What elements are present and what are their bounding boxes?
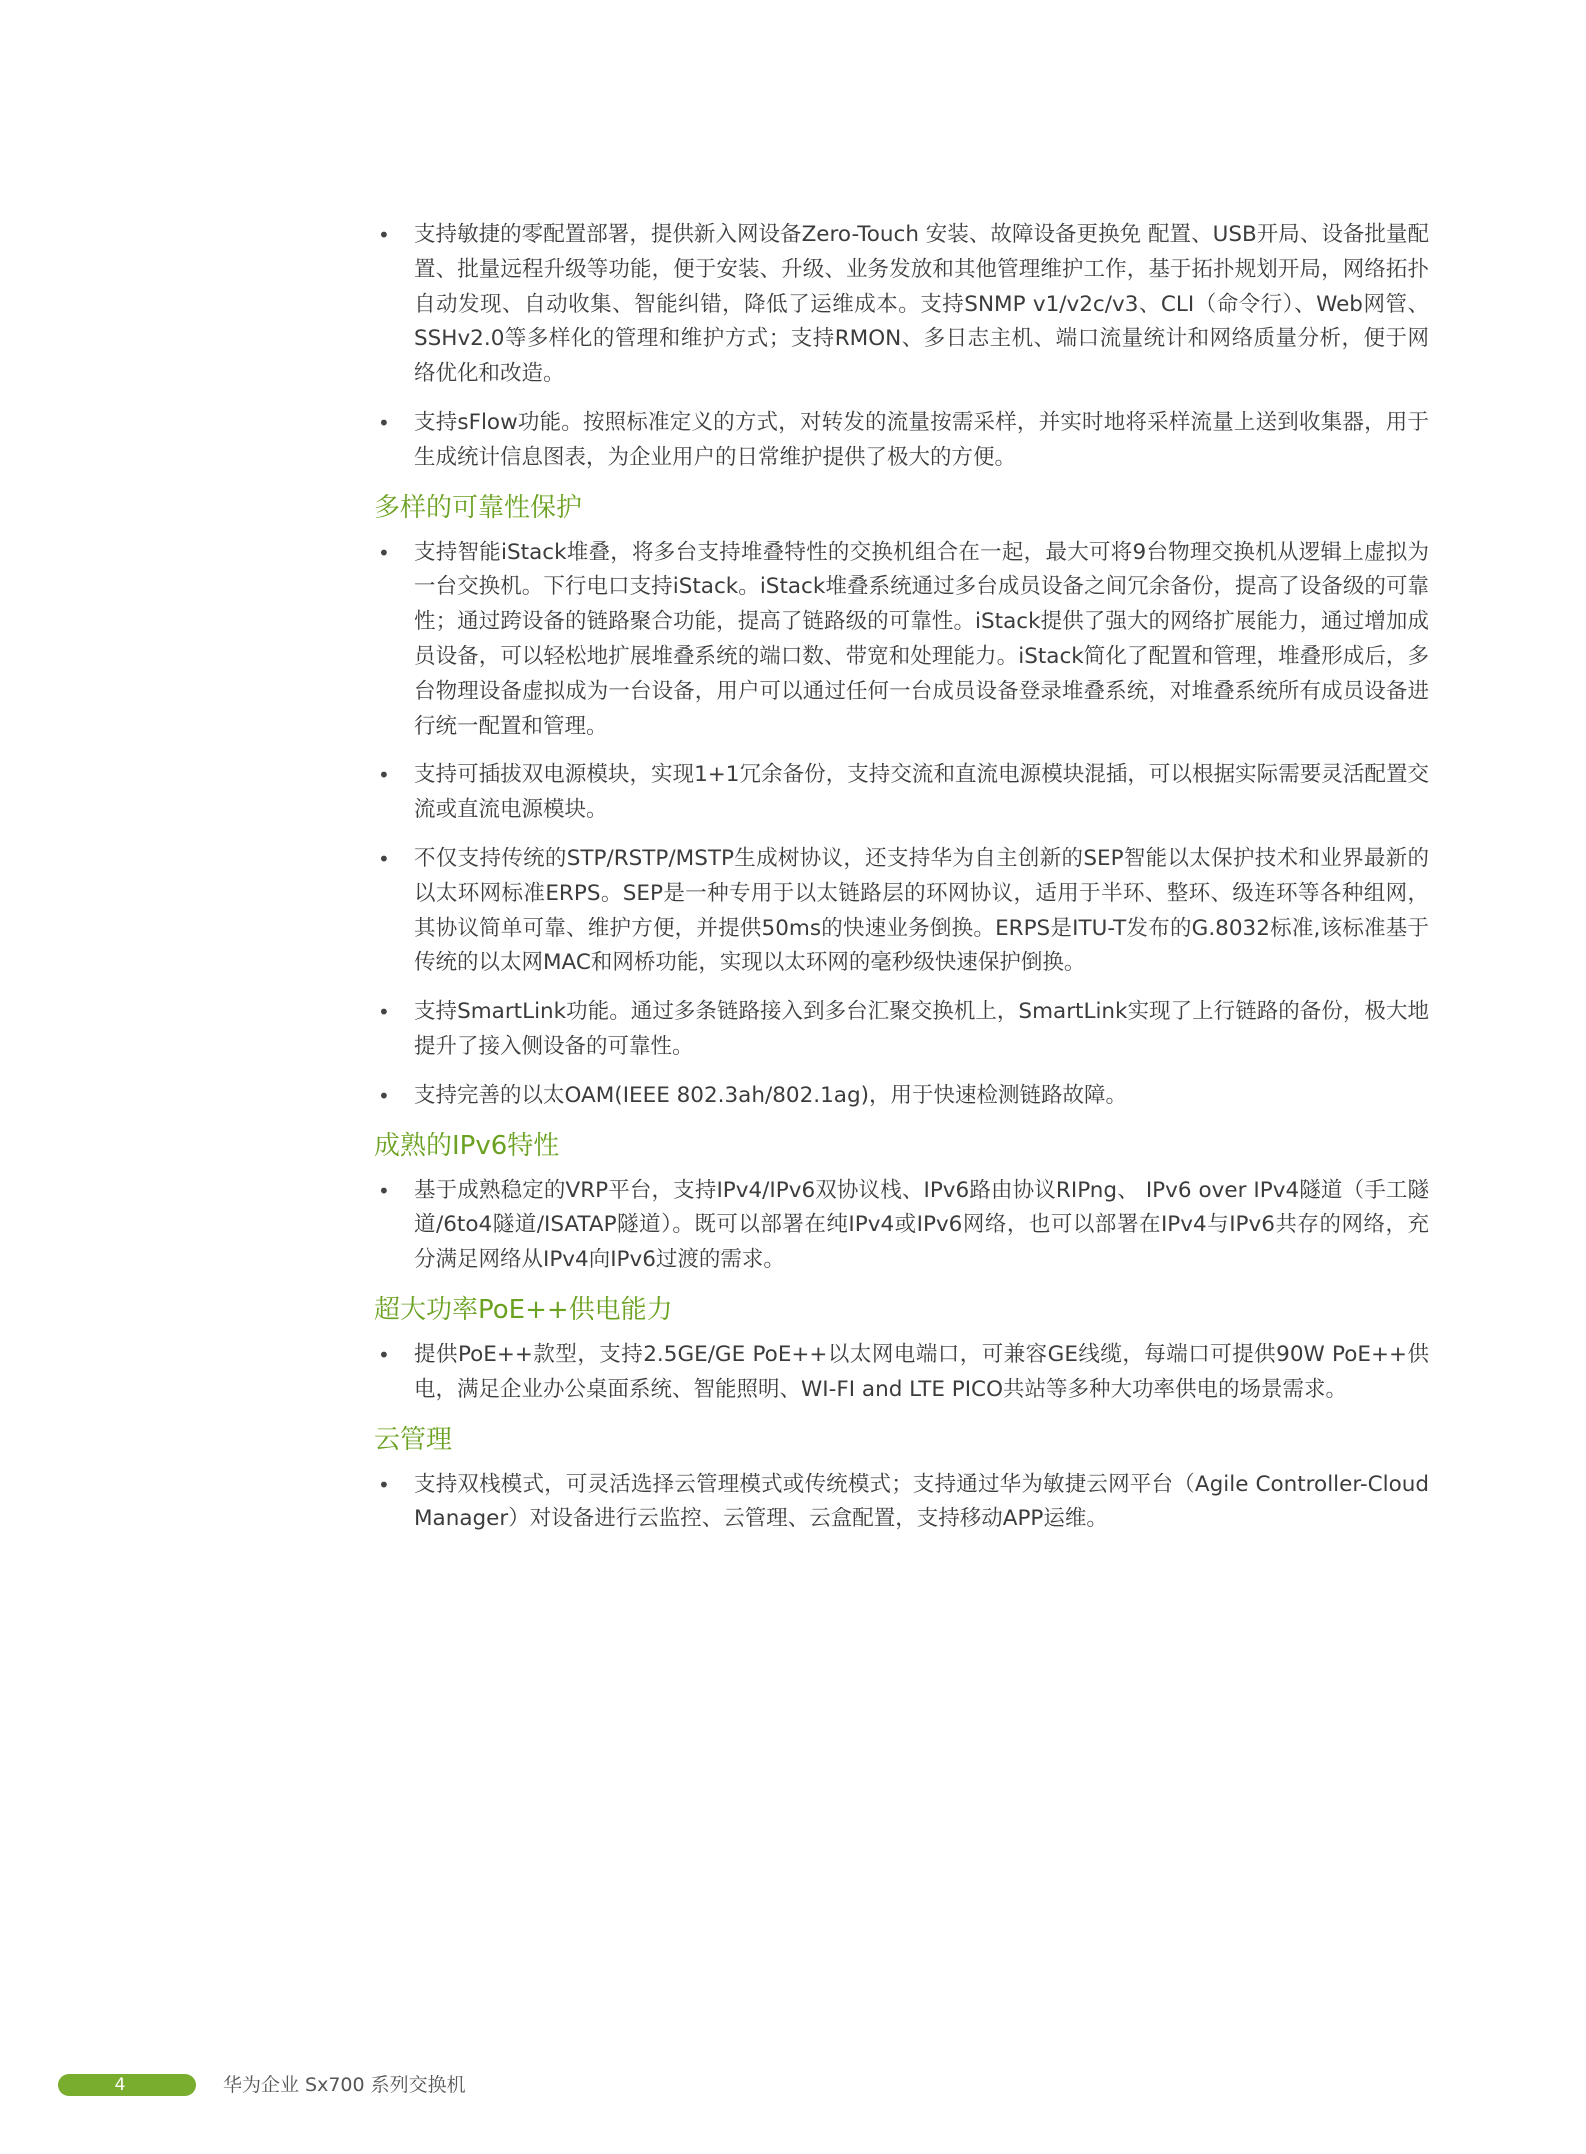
bullet-icon: • bbox=[378, 223, 390, 247]
bullet-icon: • bbox=[378, 410, 390, 435]
bullet-icon: • bbox=[378, 846, 390, 871]
bullet-list bbox=[374, 218, 1429, 476]
page-number-badge: 4 bbox=[58, 2074, 196, 2096]
bullet-list bbox=[374, 536, 1429, 1114]
bullet-icon: • bbox=[378, 540, 390, 565]
section-heading-ipv6: 成熟的IPv6特性 bbox=[374, 1130, 560, 1161]
list-item: • 支持双栈模式，可灵活选择云管理模式或传统模式；支持通过华为敏捷云网平台（Agile Controller-Cloud Manager）对设备进行云监控、云管理、云盒配置，支持移动APP运维。 bbox=[374, 1468, 1429, 1538]
list-item: • 支持完善的以太OAM(IEEE 802.3ah/802.1ag)，用于快速检测链路故障。 bbox=[374, 1079, 1429, 1114]
section-heading-cloud: 云管理 bbox=[374, 1424, 453, 1455]
bullet-list bbox=[374, 1468, 1429, 1538]
document-body bbox=[374, 218, 1429, 1551]
list-item: • 支持sFlow功能。按照标准定义的方式，对转发的流量按需采样，并实时地将采样流量上送到收集器，用于生成统计信息图表，为企业用户的日常维护提供了极大的方便。 bbox=[374, 406, 1429, 476]
bullet-icon: • bbox=[378, 1178, 390, 1203]
list-item: • 提供PoE++款型，支持2.5GE/GE PoE++以太网电端口，可兼容GE线缆，每端口可提供90W PoE++供电，满足企业办公桌面系统、智能照明、WI-FI and LTE PICO共站等多种大功率供电的场景需求。 bbox=[374, 1338, 1429, 1408]
list-item: • 基于成熟稳定的VRP平台，支持IPv4/IPv6双协议栈、IPv6路由协议RIPng、 IPv6 over IPv4隧道（手工隧道/6to4隧道/ISATAP隧道）。既可以部署在纯IPv4或IPv6网络，也可以部署在IPv4与IPv6共存的网络，充分满足网络从IPv4向IPv6过渡的需求。 bbox=[374, 1174, 1429, 1278]
bullet-list bbox=[374, 1174, 1429, 1278]
section-heading-reliability: 多样的可靠性保护 bbox=[374, 492, 583, 523]
bullet-icon: • bbox=[378, 763, 390, 788]
list-item: • 支持敏捷的零配置部署，提供新入网设备Zero-Touch 安装、故障设备更换免 配置、USB开局、设备批量配置、批量远程升级等功能，便于安装、升级、业务发放和其他管理维护工作，基于拓扑规划开局，网络拓扑自动发现、自动收集、智能纠错，降低了运维成本。支持SNMP v1/v2c/v3、CLI（命令行）、Web网管、SSHv2.0等多样化的管理和维护方式；支持RMON、多日志主机、端口流量统计和网络质量分析，便于网络优化和改造。 bbox=[374, 218, 1429, 392]
bullet-icon: • bbox=[378, 1000, 390, 1025]
document-title: 华为企业 Sx700 系列交换机 bbox=[223, 2074, 466, 2096]
list-item: • 支持SmartLink功能。通过多条链路接入到多台汇聚交换机上，SmartLink实现了上行链路的备份，极大地提升了接入侧设备的可靠性。 bbox=[374, 995, 1429, 1065]
section-heading-poe: 超大功率PoE++供电能力 bbox=[374, 1294, 673, 1325]
bullet-icon: • bbox=[378, 1472, 390, 1497]
list-item: • 不仅支持传统的STP/RSTP/MSTP生成树协议，还支持华为自主创新的SEP智能以太保护技术和业界最新的以太环网标准ERPS。SEP是一种专用于以太链路层的环网协议，适用于半环、整环、级连环等各种组网，其协议简单可靠、维护方便，并提供50ms的快速业务倒换。ERPS是ITU-T发布的G.8032标准,该标准基于传统的以太网MAC和网桥功能，实现以太环网的毫秒级快速保护倒换。 bbox=[374, 842, 1429, 981]
bullet-list bbox=[374, 1338, 1429, 1408]
bullet-icon: • bbox=[378, 1342, 390, 1367]
bullet-icon: • bbox=[378, 1083, 390, 1108]
list-item: • 支持可插拔双电源模块，实现1+1冗余备份，支持交流和直流电源模块混插，可以根据实际需要灵活配置交流或直流电源模块。 bbox=[374, 758, 1429, 828]
page-footer bbox=[58, 2074, 758, 2098]
list-item: • 支持智能iStack堆叠，将多台支持堆叠特性的交换机组合在一起，最大可将9台物理交换机从逻辑上虚拟为一台交换机。下行电口支持iStack。iStack堆叠系统通过多台成员设备之间冗余备份，提高了设备级的可靠性；通过跨设备的链路聚合功能，提高了链路级的可靠性。iStack提供了强大的网络扩展能力，通过增加成员设备，可以轻松地扩展堆叠系统的端口数、带宽和处理能力。iStack简化了配置和管理，堆叠形成后，多台物理设备虚拟成为一台设备，用户可以通过任何一台成员设备登录堆叠系统，对堆叠系统所有成员设备进行统一配置和管理。 bbox=[374, 536, 1429, 745]
